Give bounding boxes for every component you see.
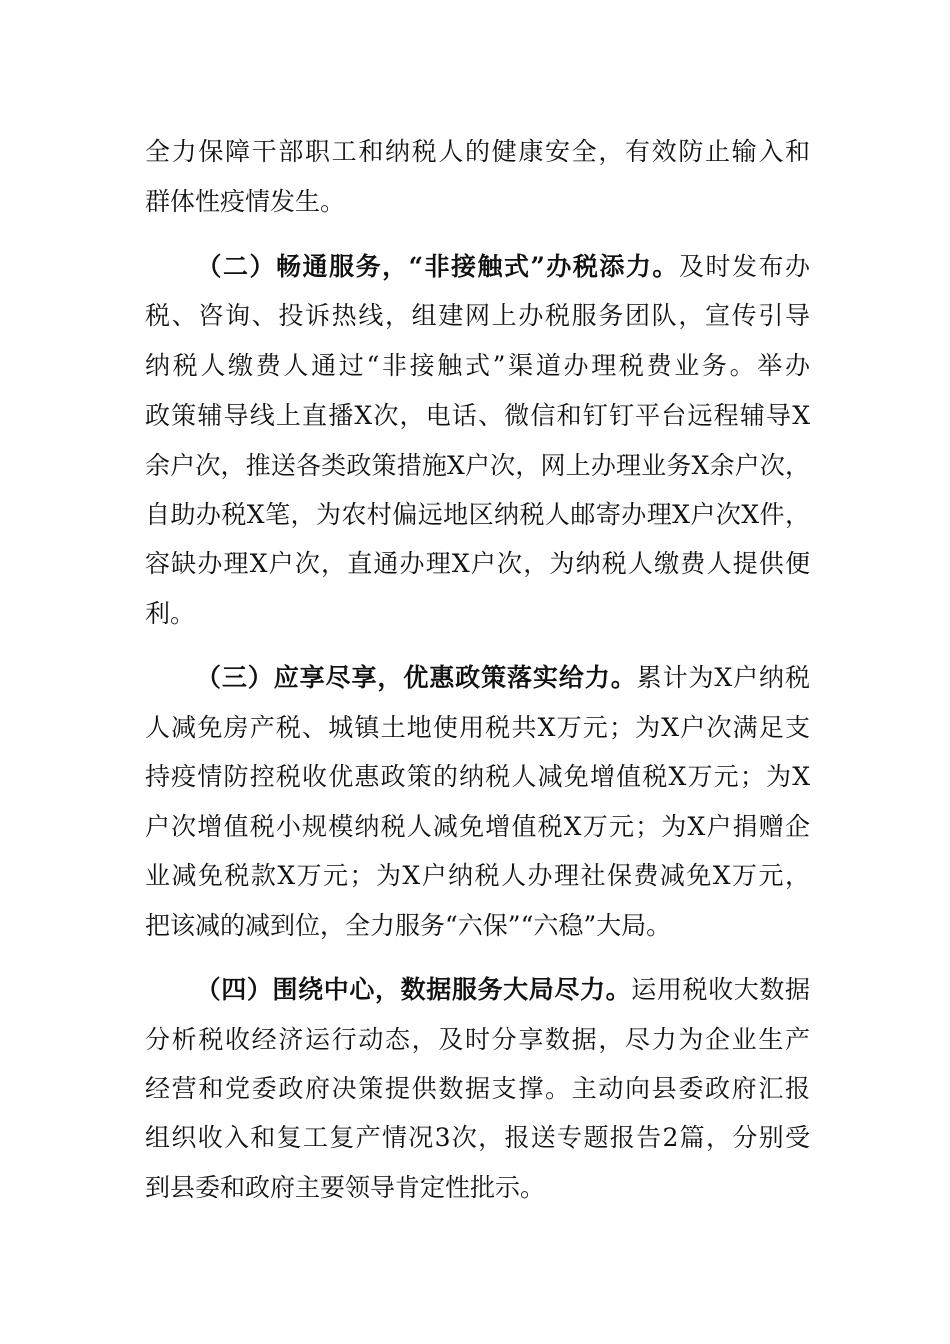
paragraph-first-line bbox=[145, 251, 810, 283]
paragraph-text: 累计为X户纳税 bbox=[636, 663, 810, 692]
paragraph-line: 到县委和政府主要领导肯定性批示。 bbox=[145, 1173, 546, 1202]
paragraph-first-line bbox=[145, 662, 810, 694]
paragraph-line: 纳税人缴费人通过“非接触式”渠道办理税费业务。举办 bbox=[145, 351, 810, 380]
paragraph-text: 运用税收大数据 bbox=[631, 975, 810, 1004]
paragraph-line: 经营和党委政府决策提供数据支撑。主动向县委政府汇报 bbox=[145, 1074, 810, 1103]
paragraph-line: 利。 bbox=[145, 599, 196, 628]
paragraph-line: 把该减的减到位，全力服务“六保”“六稳”大局。 bbox=[145, 911, 672, 940]
paragraph-line: 余户次，推送各类政策措施X户次，网上办理业务X余户次， bbox=[145, 451, 810, 480]
paragraph-line: 容缺办理X户次，直通办理X户次，为纳税人缴费人提供便 bbox=[145, 549, 810, 578]
paragraph-line: 全力保障干部职工和纳税人的健康安全，有效防止输入和 bbox=[145, 137, 810, 166]
paragraph-line: 组织收入和复工复产情况3次，报送专题报告2篇，分别受 bbox=[145, 1123, 810, 1152]
paragraph-line: 业减免税款X万元；为X户纳税人办理社保费减免X万元， bbox=[145, 861, 810, 890]
paragraph-text: 及时发布办 bbox=[678, 252, 810, 281]
paragraph-line: 人减免房产税、城镇土地使用税共X万元；为X户次满足支 bbox=[145, 713, 810, 742]
paragraph-line: 持疫情防控税收优惠政策的纳税人减免增值税X万元；为X bbox=[145, 762, 810, 791]
section-heading-2: （二）畅通服务，“非接触式”办税添力。 bbox=[195, 252, 679, 281]
section-heading-3: （三）应享尽享，优惠政策落实给力。 bbox=[195, 663, 637, 692]
paragraph-line: 分析税收经济运行动态，及时分享数据，尽力为企业生产 bbox=[145, 1025, 810, 1054]
paragraph-line: 政策辅导线上直播X次，电话、微信和钉钉平台远程辅导X bbox=[145, 401, 810, 430]
paragraph-line: 群体性疫情发生。 bbox=[145, 187, 346, 216]
paragraph-line: 自助办税X笔，为农村偏远地区纳税人邮寄办理X户次X件， bbox=[145, 500, 810, 529]
section-heading-4: （四）围绕中心，数据服务大局尽力。 bbox=[195, 975, 632, 1004]
paragraph-line: 户次增值税小规模纳税人减免增值税X万元；为X户捐赠企 bbox=[145, 812, 810, 841]
paragraph-line: 税、咨询、投诉热线，组建网上办税服务团队，宣传引导 bbox=[145, 301, 810, 330]
paragraph-first-line bbox=[145, 974, 810, 1006]
